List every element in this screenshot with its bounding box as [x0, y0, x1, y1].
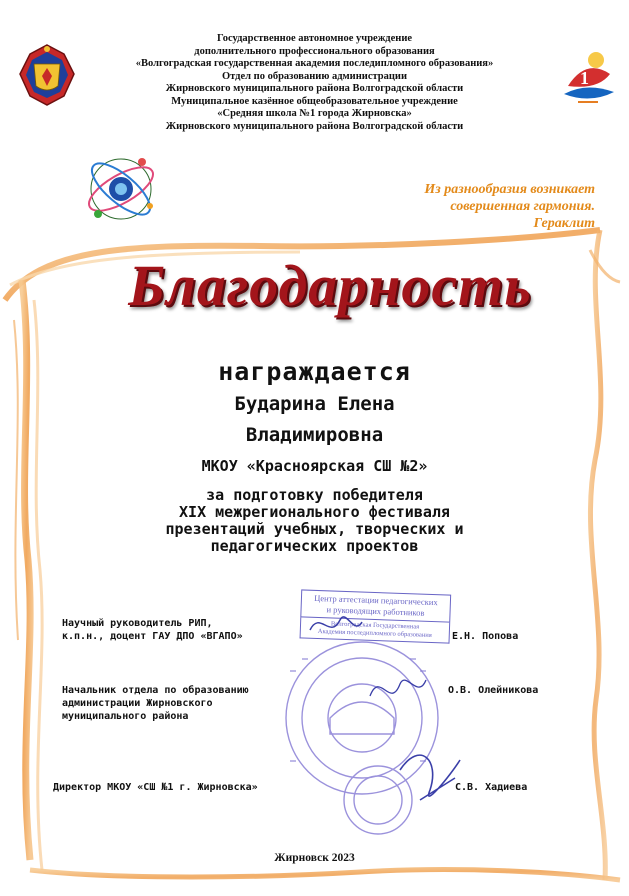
recipient-organization: МКОУ «Красноярская СШ №2»	[201, 457, 428, 475]
epigraph-line: Из разнообразия возникает	[424, 182, 595, 197]
svg-text:1: 1	[580, 68, 589, 88]
signatory-name-2: О.В. Олейникова	[448, 685, 539, 696]
stamp-line: Волгоградская Государственная	[330, 620, 420, 631]
stamp-line: Центр аттестации педагогических	[314, 592, 438, 608]
epigraph-author: Гераклит	[533, 216, 595, 231]
ribbon-bottom	[30, 870, 620, 880]
signatory-position-line: Директор МКОУ «СШ №1 г. Жирновска»	[53, 782, 258, 793]
signature-block-1	[62, 617, 243, 643]
recipient-name-line1: Бударина Елена	[234, 393, 395, 415]
award-reason-line: педагогических проектов	[210, 537, 419, 555]
award-reason-line: за подготовку победителя	[206, 486, 423, 504]
header-line: «Волгоградская государственная академия последипломного образования»	[135, 58, 494, 69]
header-block	[0, 33, 629, 133]
ribbon-right	[590, 230, 605, 880]
signatory-position-line: муниципального района	[62, 711, 189, 722]
award-reason-line: XIX межрегионального фестиваля	[179, 503, 450, 521]
signatory-name-3: С.В. Хадиева	[455, 782, 528, 793]
award-verb: награждается	[218, 357, 411, 386]
stamp-line: Академия последипломного образования	[317, 628, 432, 639]
header-line: Отдел по образованию администрации	[221, 70, 408, 82]
signature-block-3	[53, 781, 258, 794]
epigraph	[335, 181, 595, 232]
certificate-title: Благодарность	[128, 253, 532, 318]
header-line: Жирновского муниципального района Волгоградской области	[165, 83, 464, 94]
epigraph-line: совершенная гармония.	[450, 199, 595, 214]
header-line: «Средняя школа №1 города Жирновска»	[217, 108, 412, 119]
header-line: дополнительного профессионального образования	[194, 45, 435, 57]
signatory-position-line: Научный руководитель РИП,	[62, 618, 213, 629]
header-line: Жирновского муниципального района Волгоградской области	[165, 120, 464, 132]
recipient-name-line2: Владимировна	[245, 424, 384, 446]
stamp-line: и руководящих работников	[326, 604, 425, 618]
award-reason	[0, 487, 629, 555]
festival-logo-icon	[80, 148, 162, 230]
signature-block-2	[62, 684, 249, 723]
signatory-position-line: к.п.н., доцент ГАУ ДПО «ВГАПО»	[62, 631, 243, 642]
header-line: Муниципальное казённое общеобразовательное учреждение	[171, 95, 458, 107]
round-stamp-and-signatures	[250, 600, 480, 850]
signatory-name-1: Е.Н. Попова	[452, 631, 519, 642]
header-line: Государственное автономное учреждение	[216, 33, 413, 44]
footer-place-year: Жирновск 2023	[274, 852, 355, 864]
award-reason-line: презентаций учебных, творческих и	[165, 520, 464, 538]
signatory-position-line: Начальник отдела по образованию	[62, 685, 249, 696]
signatory-position-line: администрации Жирновского	[62, 698, 213, 709]
